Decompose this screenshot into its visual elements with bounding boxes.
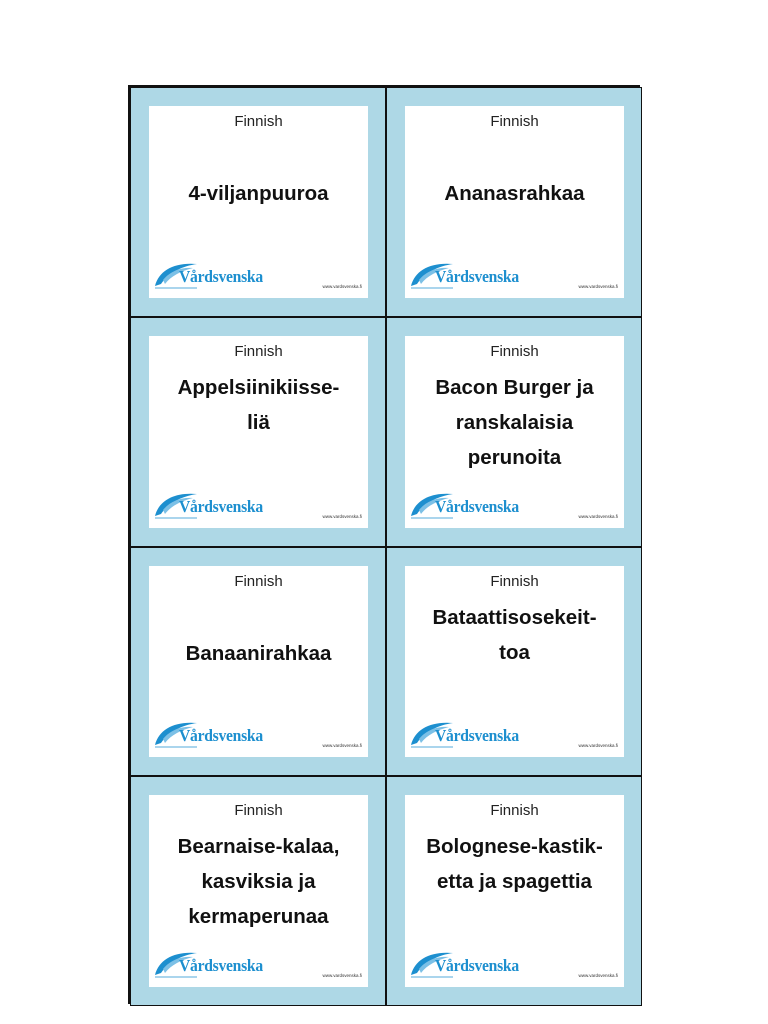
flashcard-word: Ananasrahkaa — [444, 182, 585, 206]
website-url: www.vardsvenska.fi — [578, 743, 618, 749]
vardsvenska-logo: Vårdsvenska — [153, 717, 257, 753]
vardsvenska-logo: Vårdsvenska — [409, 717, 513, 753]
website-url: www.vardsvenska.fi — [322, 513, 362, 519]
flashcard-face — [405, 566, 624, 758]
card-footer — [405, 258, 624, 298]
vardsvenska-logo: Vårdsvenska — [153, 488, 257, 524]
flashcard-word: Banaanirahkaa — [185, 641, 332, 665]
flashcard — [130, 317, 386, 547]
flashcard-face — [149, 106, 368, 298]
language-label: Finnish — [234, 572, 283, 590]
language-label: Finnish — [234, 113, 283, 130]
vardsvenska-logo: Vårdsvenska — [153, 258, 257, 294]
vardsvenska-logo: Vårdsvenska — [409, 258, 513, 294]
flashcard — [130, 547, 386, 777]
card-footer — [149, 717, 368, 757]
flashcard-face — [405, 336, 624, 528]
website-url: www.vardsvenska.fi — [578, 513, 618, 519]
website-url: www.vardsvenska.fi — [322, 973, 362, 978]
flashcard-face — [405, 795, 624, 987]
flashcard-face — [149, 336, 368, 528]
language-label: Finnish — [234, 342, 283, 360]
card-footer — [405, 717, 624, 757]
card-footer — [149, 258, 368, 298]
flashcard-word: Bearnaise-kalaa, kasviksia ja kermaperunaa — [177, 835, 340, 929]
language-label: Finnish — [490, 572, 539, 590]
flashcard — [130, 776, 386, 1006]
card-footer — [405, 947, 624, 987]
card-footer — [149, 947, 368, 987]
website-url: www.vardsvenska.fi — [322, 743, 362, 749]
website-url: www.vardsvenska.fi — [322, 283, 362, 289]
language-label: Finnish — [234, 802, 283, 820]
flashcard-face — [405, 106, 624, 298]
flashcard — [386, 547, 642, 777]
language-label: Finnish — [490, 802, 539, 820]
flashcard-face — [149, 795, 368, 987]
website-url: www.vardsvenska.fi — [578, 973, 618, 978]
vardsvenska-logo: Vårdsvenska — [409, 947, 513, 983]
flashcard-word: Appelsiinikiisse- liä — [177, 375, 340, 434]
flashcard — [386, 317, 642, 547]
flashcard-sheet — [128, 85, 640, 1004]
flashcard-word: 4-viljanpuuroa — [188, 182, 329, 206]
flashcard-face — [149, 566, 368, 758]
flashcard — [130, 87, 386, 317]
flashcard — [386, 87, 642, 317]
language-label: Finnish — [490, 113, 539, 130]
flashcard-word: Bataattisosekeit- toa — [432, 605, 597, 664]
card-footer — [405, 488, 624, 528]
flashcard-word: Bolognese-kastik- etta ja spagettia — [426, 835, 603, 894]
card-footer — [149, 488, 368, 528]
website-url: www.vardsvenska.fi — [578, 283, 618, 289]
vardsvenska-logo: Vårdsvenska — [409, 488, 513, 524]
language-label: Finnish — [490, 342, 539, 360]
flashcard — [386, 776, 642, 1006]
vardsvenska-logo: Vårdsvenska — [153, 947, 257, 983]
flashcard-word: Bacon Burger ja ranskalaisia perunoita — [435, 375, 594, 469]
